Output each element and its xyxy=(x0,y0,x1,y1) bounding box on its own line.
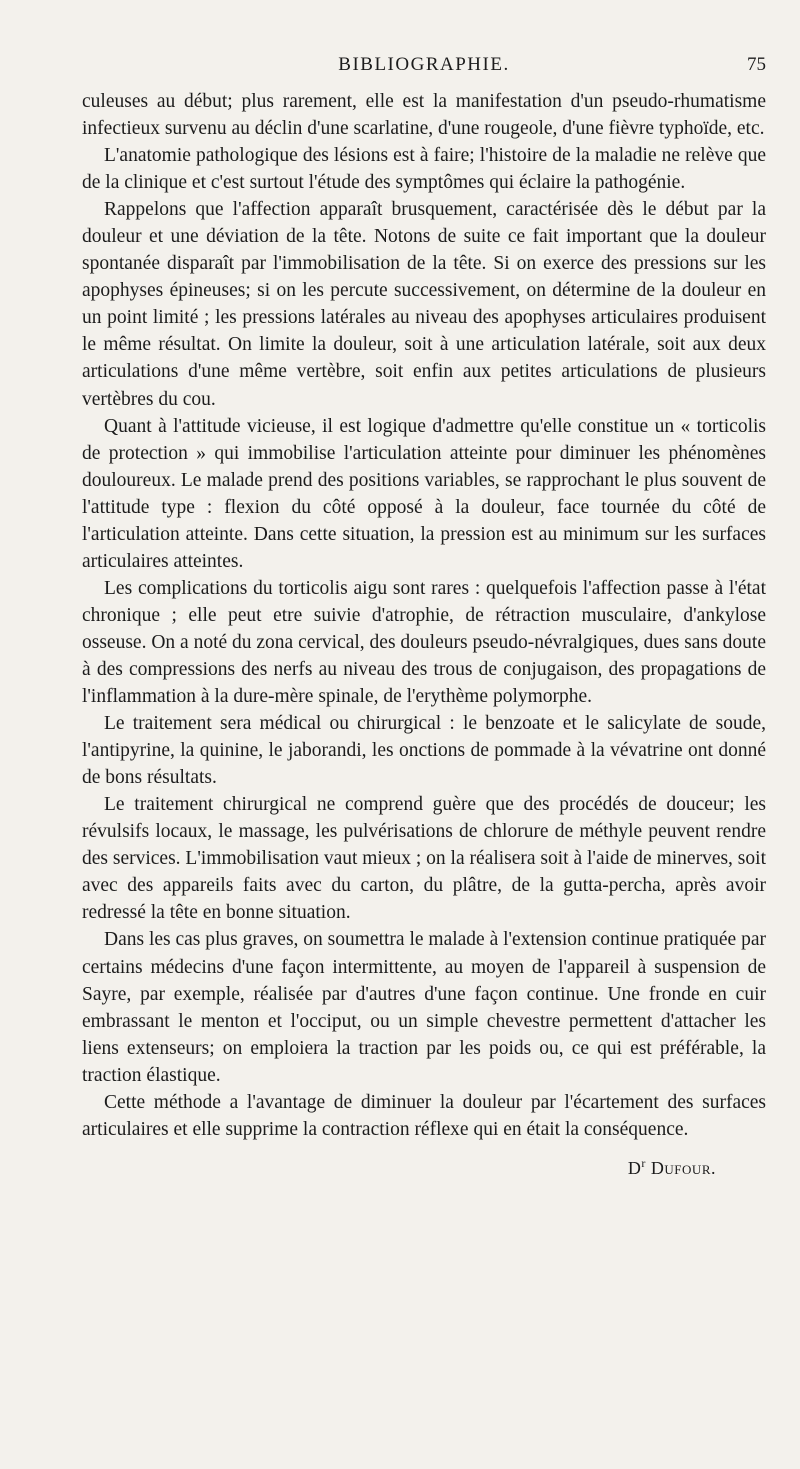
signature-title: D xyxy=(627,1157,642,1178)
body-text xyxy=(82,88,766,1182)
paragraph: L'anatomie pathologique des lésions est à faire; l'histoire de la maladie ne relève que de la clinique et c'est surtout l'étude des symptômes qui éclaire la pathogénie. xyxy=(82,145,766,194)
paragraph: Quant à l'attitude vicieuse, il est logique d'admettre qu'elle constitue un « torticolis de protection » qui immobilise l'articulation atteinte pour diminuer les phénomènes douloureux. Le malade prend des positions variables, se rapprochant le plus souvent de l'attitude type : flexion du côté opposé à la douleur, face tournée du côté de l'articulation atteinte. Dans cette situation, la pression est au minimum sur les surfaces articulaires atteintes. xyxy=(82,415,766,572)
paragraph: Les complications du torticolis aigu sont rares : quelquefois l'affection passe à l'état chronique ; elle peut etre suivie d'atrophie, de rétraction musculaire, d'ankylose osseuse. On a noté du zona cervical, des douleurs pseudo-névralgiques, dues sans doute à des compressions des nerfs au niveau des trous de conjugaison, des propagations de l'inflammation à la dure-mère spinale, de l'erythème polymorphe. xyxy=(82,577,766,708)
paragraph: Le traitement chirurgical ne comprend guère que des procédés de douceur; les révulsifs locaux, le massage, les pulvérisations de chlorure de méthyle peuvent rendre des services. L'immobilisation vaut mieux ; on la réalisera soit à l'aide de minerves, soit avec des appareils faits avec du carton, du plâtre, de la gutta-percha, après avoir redressé la tête en bonne situation. xyxy=(82,794,766,924)
author-signature xyxy=(82,1150,766,1182)
paragraph: Cette méthode a l'avantage de diminuer la douleur par l'écartement des surfaces articulaires et elle supprime la contraction réflexe qui en était la conséquence. xyxy=(82,1091,766,1140)
paragraph: Rappelons que l'affection apparaît brusquement, caractérisée dès le début par la douleur et une déviation de la tête. Notons de suite ce fait important que la douleur spontanée disparaît par l'immobilisation de la tête. Si on exerce des pressions sur les apophyses épineuses; si on les percute successivement, on détermine de la douleur en un point limité ; les pressions latérales au niveau des apophyses articulaires produisent le même résultat. On limite la douleur, soit à une articulation latérale, soit aux deux articulations d'une même vertèbre, soit enfin aux petites articulations de plusieurs vertèbres du cou. xyxy=(82,199,766,410)
paragraph: culeuses au début; plus rarement, elle est la manifestation d'un pseudo-rhumatisme infectieux survenu au déclin d'une scarlatine, d'une rougeole, d'une fièvre typhoïde, etc. xyxy=(82,91,766,140)
paragraph: Dans les cas plus graves, on soumettra le malade à l'extension continue pratiquée par certains médecins d'une façon intermittente, au moyen de l'appareil à suspension de Sayre, par exemple, réalisée par d'autres d'une façon continue. Une fronde en cuir embrassant le menton et l'occiput, ou un simple chevestre permettent d'attacher les liens extenseurs; on emploiera la traction par les poids ou, ce qui est préférable, la traction élastique. xyxy=(82,929,766,1086)
paragraph: Le traitement sera médical ou chirurgical : le benzoate et le salicylate de soude, l'antipyrine, la quinine, le jaborandi, les onctions de pommade à la vévatrine ont donné de bons résultats. xyxy=(82,713,766,789)
page-header xyxy=(82,54,766,80)
signature-title-superscript: r xyxy=(641,1155,646,1170)
page-number: 75 xyxy=(747,54,766,75)
signature-name: Dufour. xyxy=(650,1157,716,1178)
running-title: BIBLIOGRAPHIE. xyxy=(338,54,510,75)
